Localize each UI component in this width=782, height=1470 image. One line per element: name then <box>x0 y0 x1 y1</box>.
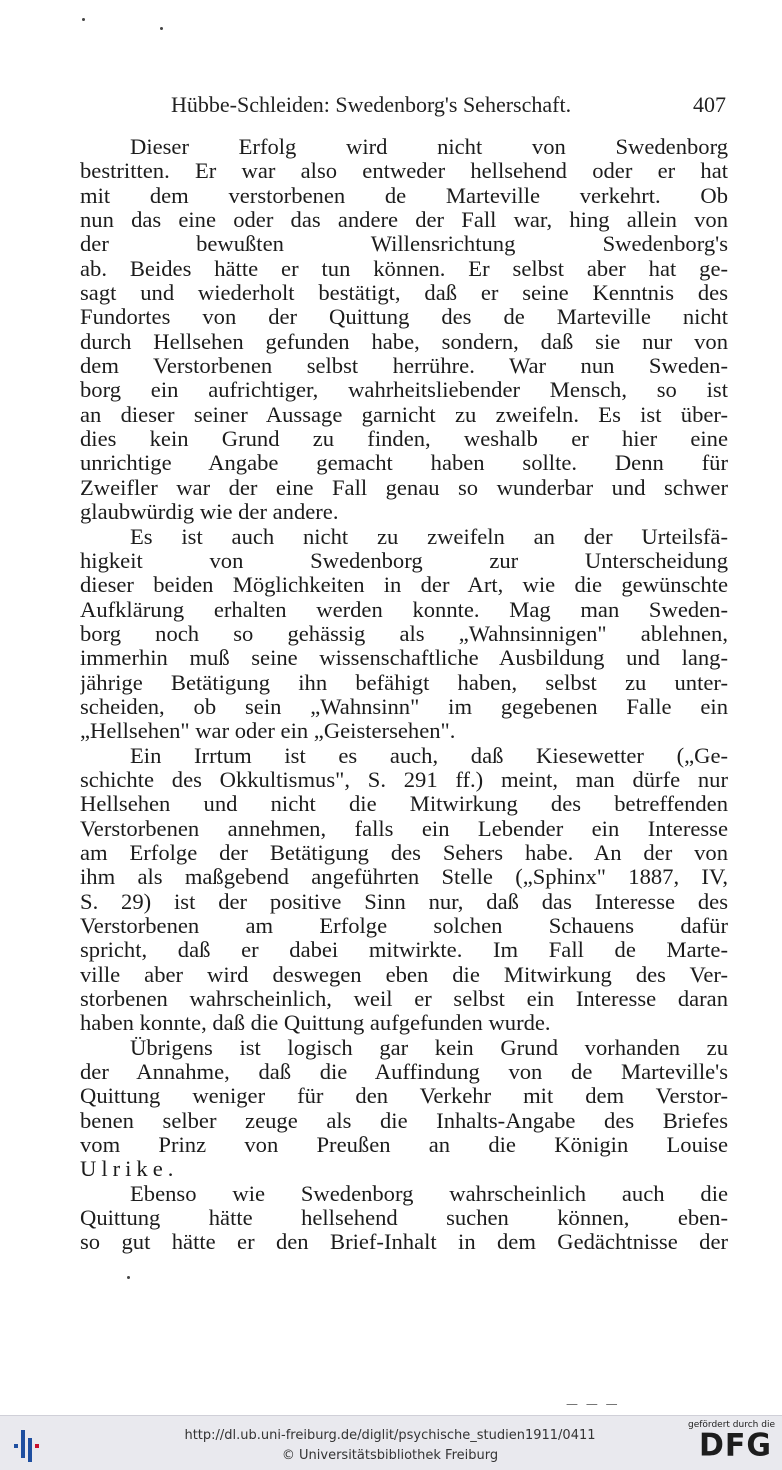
speck-mark <box>160 27 163 30</box>
running-head: Hübbe-Schleiden: Swedenborg's Seherschaft. <box>171 92 572 117</box>
paragraph-3 <box>80 744 728 1036</box>
text-line: „Hellsehen" war oder ein „Geistersehen". <box>80 719 456 744</box>
text-line: der bewußten Willensrichtung Swedenborg's <box>80 232 728 257</box>
text-line: Verstorbenen annehmen, falls ein Lebender ein Interesse <box>80 816 728 841</box>
text-line: immerhin muß seine wissenschaftliche Ausbildung und lang- <box>80 646 728 671</box>
text-line: jährige Betätigung ihn befähigt haben, selbst zu unter- <box>80 670 728 695</box>
text-line: dieser beiden Möglichkeiten in der Art, wie die gewünschte <box>80 573 728 598</box>
text-line: Hellsehen und nicht die Mitwirkung des betreffenden <box>80 792 728 817</box>
page-number: 407 <box>693 92 726 117</box>
text-line: Dieser Erfolg wird nicht von Swedenborg <box>130 135 728 159</box>
text-line: ab. Beides hätte er tun können. Er selbst aber hat ge- <box>80 256 728 281</box>
text-line: borg noch so gehässig als „Wahnsinnigen" ablehnen, <box>80 621 728 646</box>
text-line: der Annahme, daß die Auffindung von de Marteville's <box>80 1060 728 1085</box>
text-line: higkeit von Swedenborg zur Unterscheidung <box>80 548 728 573</box>
text-line: schichte des Okkultismus", S. 291 ff.) meint, man dürfe nur <box>80 767 728 792</box>
text-line: spricht, daß er dabei mitwirkte. Im Fall de Marte- <box>80 938 728 963</box>
text-line: mit dem verstorbenen de Marteville verkehrt. Ob <box>80 183 728 208</box>
text-line: Verstorbenen am Erfolge solchen Schauens dafür <box>80 914 728 938</box>
text-line: vom Prinz von Preußen an die Königin Louise <box>80 1133 728 1158</box>
paragraph-5 <box>80 1182 728 1255</box>
footer-bar <box>0 1415 782 1470</box>
text-line: glaubwürdig wie der andere. <box>80 500 339 525</box>
text-line: storbenen wahrscheinlich, weil er selbst ein Interesse daran <box>80 987 728 1012</box>
dfg-caption: gefördert durch die <box>688 1420 775 1430</box>
text-line: ville aber wird deswegen eben die Mitwirkung des Ver- <box>80 962 728 987</box>
page-header <box>85 92 730 122</box>
dfg-funding-logo <box>688 1420 775 1468</box>
text-line: nun das eine oder das andere der Fall war, hing allein von <box>80 208 728 233</box>
copyright-notice: © Universitätsbibliothek Freiburg <box>281 1448 499 1463</box>
ub-freiburg-logo-icon <box>10 1424 50 1464</box>
text-line: Übrigens ist logisch gar kein Grund vorhanden zu <box>130 1035 728 1060</box>
text-line: haben konnte, daß die Quittung aufgefunden wurde. <box>80 1011 551 1036</box>
text-line: Ebenso wie Swedenborg wahrscheinlich auch die <box>130 1181 728 1206</box>
text-line: bestritten. Er war also entweder hellsehend oder er hat <box>80 159 728 184</box>
text-line: Ulrike. <box>80 1157 179 1182</box>
text-line: Ein Irrtum ist es auch, daß Kiesewetter („Ge- <box>130 743 728 768</box>
body-text <box>80 135 728 1255</box>
text-line: dies kein Grund zu finden, weshalb er hier eine <box>80 427 728 452</box>
text-line: scheiden, ob sein „Wahnsinn" im gegebenen Falle ein <box>80 694 728 719</box>
text-line: unrichtige Angabe gemacht haben sollte. Denn für <box>80 451 728 476</box>
speck-mark <box>82 18 85 21</box>
text-line: borg ein aufrichtiger, wahrheitsliebender Mensch, so ist <box>80 378 728 403</box>
text-line: Zweifler war der eine Fall genau so wunderbar und schwer <box>80 475 728 500</box>
speck-mark <box>127 1276 130 1279</box>
paragraph-2 <box>80 525 728 744</box>
text-line: benen selber zeuge als die Inhalts-Angabe des Briefes <box>80 1108 728 1133</box>
dfg-logo-icon: DFG <box>698 1427 772 1464</box>
source-url-link[interactable]: http://dl.ub.uni-freiburg.de/diglit/psychische_studien1911/0411 <box>184 1428 596 1443</box>
text-line: am Erfolge der Betätigung des Sehers habe. An der von <box>80 840 728 865</box>
paragraph-4 <box>80 1036 728 1182</box>
text-line: an dieser seiner Aussage garnicht zu zweifeln. Es ist über- <box>80 402 728 427</box>
text-line: so gut hätte er den Brief-Inhalt in dem Gedächtnisse der <box>80 1230 728 1255</box>
text-line: Es ist auch nicht zu zweifeln an der Urteilsfä- <box>130 524 728 549</box>
text-line: ihm als maßgebend angeführten Stelle („Sphinx" 1887, IV, <box>80 865 728 890</box>
text-line: dem Verstorbenen selbst herrühre. War nun Sweden- <box>80 354 728 379</box>
text-line: Quittung hätte hellsehend suchen können, eben- <box>80 1206 728 1231</box>
text-line: Fundortes von der Quittung des de Marteville nicht <box>80 305 728 330</box>
scan-marks: — — — <box>566 1397 620 1411</box>
paragraph-1 <box>80 135 728 525</box>
text-line: S. 29) ist der positive Sinn nur, daß das Interesse des <box>80 889 728 914</box>
text-line: Quittung weniger für den Verkehr mit dem Verstor- <box>80 1084 728 1109</box>
text-line: durch Hellsehen gefunden habe, sondern, daß sie nur von <box>80 329 728 354</box>
text-line: Aufklärung erhalten werden konnte. Mag man Sweden- <box>80 597 728 622</box>
text-line: sagt und wiederholt bestätigt, daß er seine Kenntnis des <box>80 281 728 306</box>
